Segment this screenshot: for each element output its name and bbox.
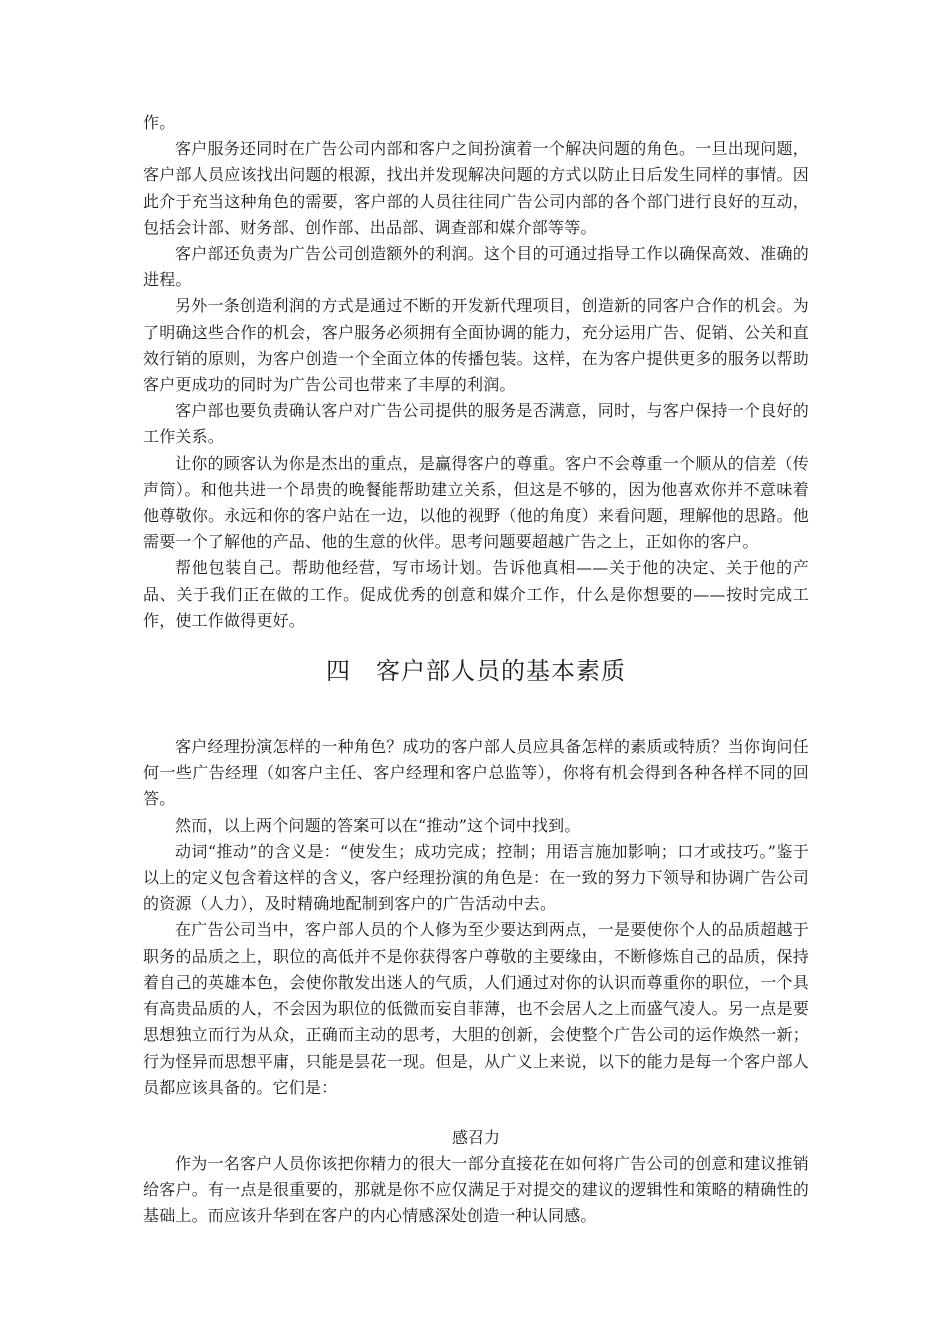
paragraph: 另外一条创造利润的方式是通过不断的开发新代理项目，创造新的同客户合作的机会。为了明确这些合作的机会，客户服务必须拥有全面协调的能力，充分运用广告、促销、公关和直效行销的原则，为客户创造一个全面立体的传播包装。这样，在为客户提供更多的服务以帮助客户更成功的同时为广告公司也带来了丰厚的利润。 (143, 296, 809, 395)
paragraph: 然而，以上两个问题的答案可以在“推动”这个词中找到。 (175, 815, 581, 835)
subsection-heading: 感召力 (451, 1127, 500, 1147)
paragraph: 帮他包装自己。帮助他经营，写市场计划。告诉他真相——关于他的决定、关于他的产品、关于我们正在做的工作。促成优秀的创意和媒介工作，什么是你想要的——按时完成工作，使工作做得更好。 (143, 558, 809, 630)
document-page (143, 110, 809, 1230)
paragraph: 在广告公司当中，客户部人员的个人修为至少要达到两点，一是要使你个人的品质超越于职务的品质之上，职位的高低并不是你获得客户尊敬的主要缘由，不断修炼自己的品质，保持着自己的英雄本色，会使你散发出迷人的气质，人们通过对你的认识而尊重你的职位，一个具有高贵品质的人，不会因为职位的低微而妄自菲薄，也不会居人之上而盛气凌人。另一点是要思想独立而行为从众，正确而主动的思考，大胆的创新，会使整个广告公司的运作焕然一新；行为怪异而思想平庸，只能是昙花一现。但是，从广义上来说，以下的能力是每一个客户部人员都应该具备的。它们是： (143, 920, 809, 1097)
paragraph: 客户经理扮演怎样的一种角色？成功的客户部人员应具备怎样的素质或特质？当你询问任何一些广告经理（如客户主任、客户经理和客户总监等），你将有机会得到各种各样不同的回答。 (143, 737, 809, 809)
paragraph: 作为一名客户人员你该把你精力的很大一部分直接花在如何将广告公司的创意和建议推销给客户。有一点是很重要的，那就是你不应仅满足于对提交的建议的逻辑性和策略的精确性的基础上。而应该升华到在客户的内心情感深处创造一种认同感。 (143, 1153, 809, 1226)
paragraph: 客户部也要负责确认客户对广告公司提供的服务是否满意，同时，与客户保持一个良好的工作关系。 (143, 401, 809, 447)
section-heading: 四 客户部人员的基本素质 (326, 657, 626, 686)
paragraph: 动词“推动”的含义是：“使发生；成功完成；控制；用语言施加影响；口才或技巧。”鉴于以上的定义包含着这样的含义，客户经理扮演的角色是：在一致的努力下领导和协调广告公司的资源（人力），及时精确地配制到客户的广告活动中去。 (143, 841, 809, 914)
paragraph: 客户服务还同时在广告公司内部和客户之间扮演着一个解决问题的角色。一旦出现问题，客户部人员应该找出问题的根源，找出并发现解决问题的方式以防止日后发生同样的事情。因此介于充当这种角色的需要，客户部的人员往往同广告公司内部的各个部门进行良好的互动，包括会计部、财务部、创作部、出品部、调查部和媒介部等等。 (143, 139, 809, 237)
paragraph: 让你的顾客认为你是杰出的重点，是赢得客户的尊重。客户不会尊重一个顺从的信差（传声筒）。和他共进一个昂贵的晚餐能帮助建立关系，但这是不够的，因为他喜欢你并不意味着他尊敬你。永远和你的客户站在一边，以他的视野（他的角度）来看问题，理解他的思路。他需要一个了解他的产品、他的生意的伙伴。思考问题要超越广告之上，正如你的客户。 (143, 453, 809, 552)
continuation-text: 作。 (143, 113, 176, 132)
paragraph: 客户部还负责为广告公司创造额外的利润。这个目的可通过指导工作以确保高效、准确的进程。 (143, 244, 809, 290)
